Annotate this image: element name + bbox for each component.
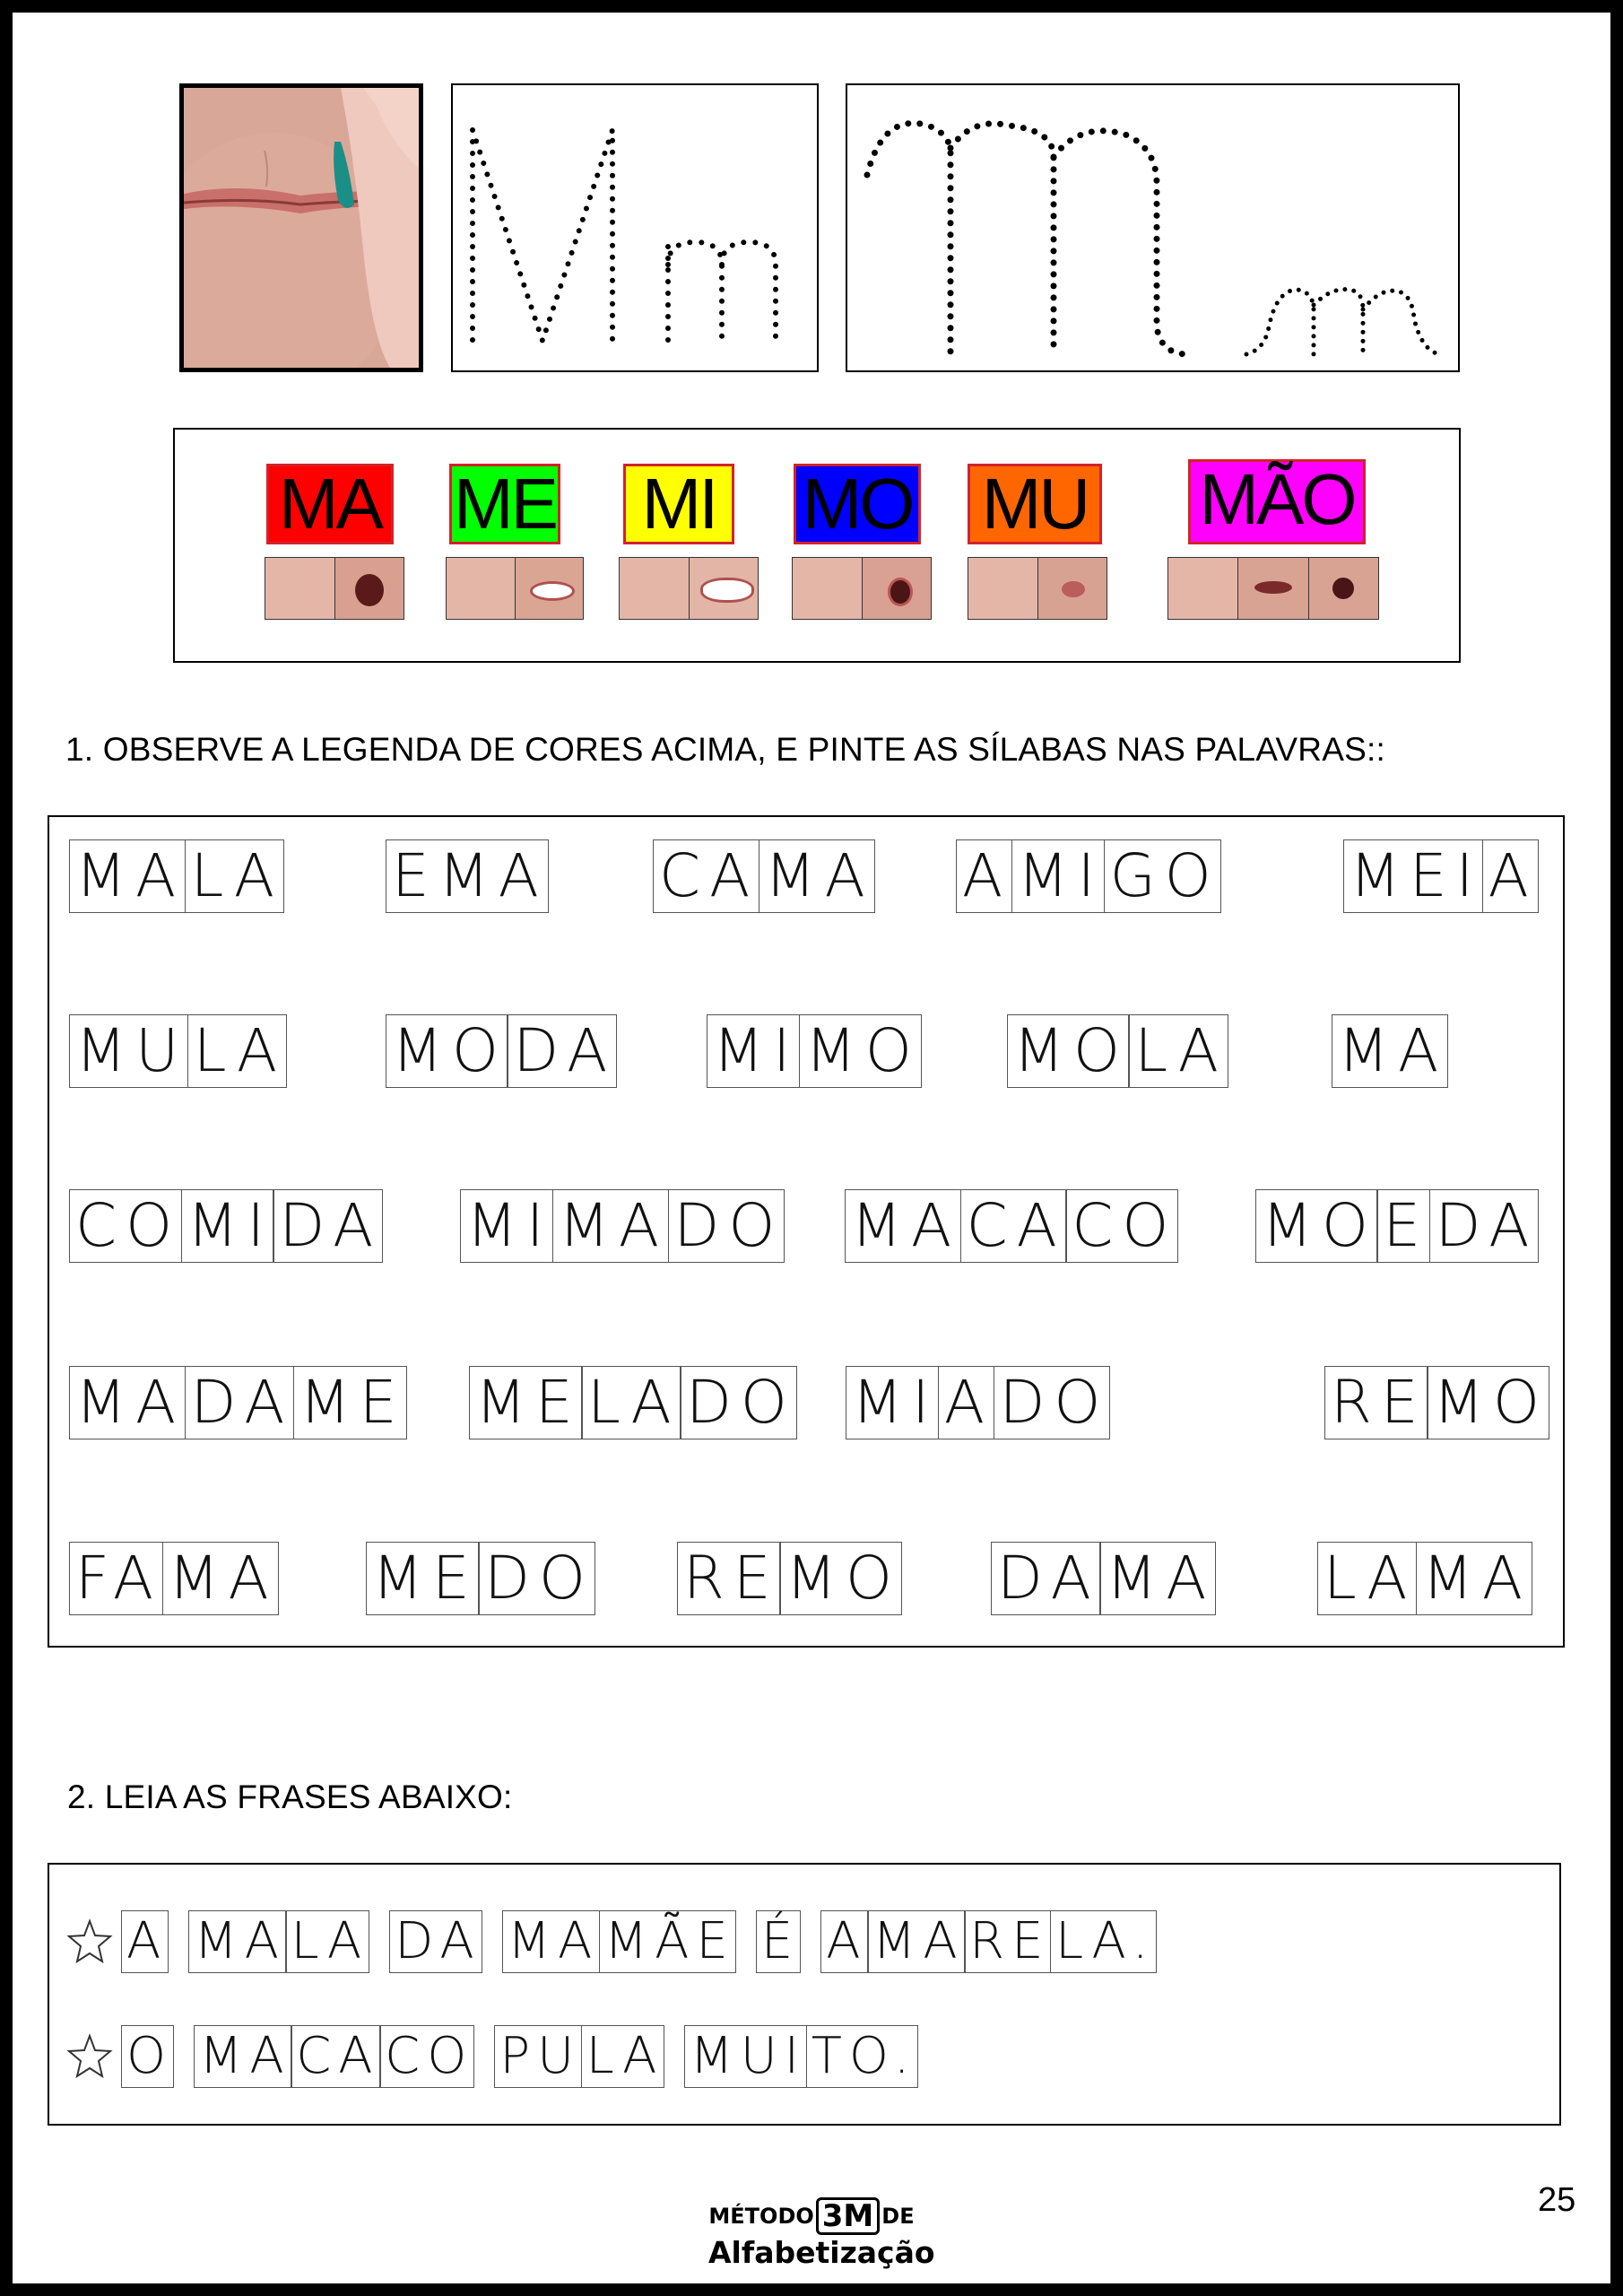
sentence-line bbox=[65, 1909, 1176, 1974]
syllable-box[interactable]: CA bbox=[291, 2025, 380, 2088]
dotted-letter-m-print bbox=[453, 85, 817, 370]
syllable-box[interactable]: DO bbox=[668, 1189, 785, 1263]
syllable-box[interactable]: DA bbox=[1429, 1189, 1540, 1263]
word-item bbox=[69, 1189, 383, 1263]
syllable-box[interactable]: MI bbox=[181, 1189, 274, 1263]
mouth-e-thumb bbox=[516, 558, 584, 619]
syllable-box[interactable]: DA bbox=[389, 1910, 482, 1973]
question-2-instruction: 2. LEIA AS FRASES ABAIXO: bbox=[67, 1779, 513, 1815]
syllable-box[interactable]: LA. bbox=[1050, 1910, 1157, 1973]
syllable-box[interactable]: MA bbox=[759, 839, 875, 913]
sentence-word bbox=[121, 2025, 174, 2088]
syllable-box[interactable]: MÃE bbox=[599, 1910, 736, 1973]
syllable-box[interactable]: PU bbox=[494, 2025, 582, 2088]
mouth-thumbnails-ma bbox=[265, 557, 404, 620]
closed-lips-thumb bbox=[265, 558, 335, 619]
sentence-word bbox=[389, 1910, 482, 1973]
mouth-thumbnails-mao bbox=[1167, 557, 1379, 620]
logo-3m: 3M bbox=[816, 2197, 881, 2235]
star-icon bbox=[65, 2032, 114, 2081]
syllable-box[interactable]: DA bbox=[991, 1542, 1101, 1615]
syllable-box[interactable]: MA bbox=[162, 1542, 279, 1615]
syllable-box[interactable]: A bbox=[938, 1366, 994, 1439]
syllable-box[interactable]: CA bbox=[960, 1189, 1067, 1263]
syllable-box[interactable]: MO bbox=[1255, 1189, 1378, 1263]
word-item bbox=[69, 1542, 279, 1615]
syllable-box[interactable]: MI bbox=[707, 1014, 800, 1088]
color-legend bbox=[173, 428, 1461, 663]
syllable-box[interactable]: LA bbox=[285, 1910, 369, 1973]
logo-text-alfabetizacao: Alfabetização bbox=[708, 2235, 935, 2270]
closed-lips-thumb bbox=[1168, 558, 1238, 619]
syllable-box[interactable]: EMA bbox=[386, 839, 549, 913]
syllable-box[interactable]: LA bbox=[185, 839, 284, 913]
mouth-illustration bbox=[184, 88, 419, 368]
syllable-mi: MI bbox=[623, 464, 734, 544]
word-grid bbox=[48, 815, 1565, 1648]
syllable-box[interactable]: LA bbox=[581, 2025, 665, 2088]
closed-lips-thumb bbox=[968, 558, 1038, 619]
sentence-word bbox=[121, 1910, 169, 1973]
syllable-box[interactable]: MA bbox=[1332, 1014, 1448, 1088]
word-item bbox=[846, 1366, 1110, 1439]
syllable-box[interactable]: RE bbox=[1324, 1366, 1428, 1439]
syllable-box[interactable]: DO bbox=[478, 1542, 595, 1615]
sentences-box bbox=[48, 1863, 1561, 2126]
word-item bbox=[653, 839, 875, 913]
syllable-box[interactable]: MO bbox=[386, 1014, 508, 1088]
syllable-box[interactable]: MU bbox=[69, 1014, 188, 1088]
mouth-o-thumb bbox=[863, 558, 932, 619]
word-item bbox=[1332, 1014, 1448, 1088]
syllable-box[interactable]: LA bbox=[1317, 1542, 1417, 1615]
syllable-box[interactable]: CO bbox=[1065, 1189, 1178, 1263]
syllable-box[interactable]: ME bbox=[366, 1542, 480, 1615]
syllable-box[interactable]: O bbox=[121, 2025, 174, 2088]
mouth-thumbnails-mu bbox=[968, 557, 1107, 620]
syllable-box[interactable]: ME bbox=[293, 1366, 407, 1439]
mouth-thumbnails-me bbox=[446, 557, 584, 620]
mouth-photo bbox=[179, 83, 423, 372]
syllable-box[interactable]: DO bbox=[680, 1366, 797, 1439]
word-item bbox=[1255, 1189, 1539, 1263]
syllable-box[interactable]: LA bbox=[1128, 1014, 1228, 1088]
syllable-box[interactable]: MEI bbox=[1343, 839, 1483, 913]
syllable-box[interactable]: MA bbox=[1099, 1542, 1216, 1615]
word-item bbox=[460, 1189, 785, 1263]
word-item bbox=[956, 839, 1221, 913]
syllable-box[interactable]: MA bbox=[188, 1910, 287, 1973]
mouth-u-thumb bbox=[1038, 558, 1107, 619]
syllable-box[interactable]: MI bbox=[846, 1366, 939, 1439]
syllable-box[interactable]: RE bbox=[964, 1910, 1051, 1973]
syllable-box[interactable]: MO bbox=[1427, 1366, 1549, 1439]
mouth-thumbnails-mi bbox=[619, 557, 759, 620]
syllable-box[interactable]: MA bbox=[69, 839, 186, 913]
syllable-box[interactable]: E bbox=[1376, 1189, 1430, 1263]
syllable-box[interactable]: A bbox=[121, 1910, 169, 1973]
word-item bbox=[1317, 1542, 1532, 1615]
syllable-box[interactable]: CA bbox=[653, 839, 759, 913]
syllable-box[interactable]: DA bbox=[185, 1366, 295, 1439]
mouth-thumbnails-mo bbox=[792, 557, 932, 620]
sentence-word bbox=[820, 1910, 1156, 1973]
syllable-box[interactable]: RE bbox=[677, 1542, 781, 1615]
word-item bbox=[845, 1189, 1178, 1263]
word-item bbox=[386, 839, 549, 913]
sentence-word bbox=[494, 2025, 664, 2088]
syllable-box[interactable]: MI bbox=[460, 1189, 553, 1263]
sentence-word bbox=[502, 1910, 736, 1973]
syllable-box[interactable]: MA bbox=[552, 1189, 669, 1263]
method-logo bbox=[708, 2197, 935, 2270]
syllable-box[interactable]: MA bbox=[69, 1366, 186, 1439]
word-item bbox=[69, 1014, 287, 1088]
syllable-box[interactable]: MA bbox=[1416, 1542, 1532, 1615]
sentence-word bbox=[756, 1910, 801, 1973]
logo-text-de: DE bbox=[881, 2204, 915, 2229]
syllable-box[interactable]: MA bbox=[845, 1189, 961, 1263]
syllable-box[interactable]: CO bbox=[379, 2025, 474, 2088]
syllable-box[interactable]: DO bbox=[994, 1366, 1111, 1439]
syllable-box[interactable]: TO. bbox=[806, 2025, 918, 2088]
mouth-o-thumb bbox=[1309, 558, 1378, 619]
sentence-word bbox=[194, 2025, 474, 2088]
syllable-box[interactable]: LA bbox=[187, 1014, 287, 1088]
mouth-a-thumb bbox=[1238, 558, 1308, 619]
syllable-box[interactable]: GO bbox=[1104, 839, 1221, 913]
word-item bbox=[386, 1014, 617, 1088]
syllable-box[interactable]: A bbox=[956, 839, 1012, 913]
closed-lips-thumb bbox=[447, 558, 516, 619]
syllable-box[interactable]: FA bbox=[69, 1542, 163, 1615]
syllable-ma: MA bbox=[266, 464, 394, 544]
syllable-box[interactable]: MO bbox=[779, 1542, 902, 1615]
word-item bbox=[1343, 839, 1539, 913]
word-item bbox=[366, 1542, 595, 1615]
syllable-box[interactable]: MA bbox=[867, 1910, 966, 1973]
sentence-word bbox=[684, 2025, 917, 2088]
syllable-box[interactable]: DA bbox=[507, 1014, 617, 1088]
logo-text-metodo: MÉTODO bbox=[708, 2204, 814, 2229]
word-item bbox=[69, 1366, 407, 1439]
word-item bbox=[469, 1366, 797, 1439]
cursive-letters-tracing bbox=[846, 83, 1460, 372]
sentence-line bbox=[65, 2024, 938, 2089]
dotted-letter-m-cursive bbox=[847, 85, 1458, 370]
syllable-mao: MÃO bbox=[1188, 459, 1366, 544]
syllable-box[interactable]: MI bbox=[1011, 839, 1105, 913]
word-item bbox=[1324, 1366, 1549, 1439]
word-item bbox=[991, 1542, 1216, 1615]
syllable-box[interactable]: MA bbox=[502, 1910, 601, 1973]
syllable-box[interactable]: A bbox=[820, 1910, 868, 1973]
syllable-box[interactable]: MA bbox=[194, 2025, 292, 2088]
word-item bbox=[69, 839, 284, 913]
syllable-box[interactable]: ME bbox=[469, 1366, 583, 1439]
syllable-box[interactable]: MO bbox=[1007, 1014, 1130, 1088]
word-item bbox=[707, 1014, 922, 1088]
syllable-box[interactable]: CO bbox=[69, 1189, 182, 1263]
syllable-box[interactable]: MO bbox=[799, 1014, 922, 1088]
page-number: 25 bbox=[1538, 2181, 1576, 2219]
print-letters-tracing bbox=[451, 83, 819, 372]
sentence-word bbox=[188, 1910, 369, 1973]
star-icon bbox=[65, 1918, 114, 1966]
syllable-box[interactable]: DA bbox=[273, 1189, 383, 1263]
syllable-me: ME bbox=[449, 464, 560, 544]
word-item bbox=[1007, 1014, 1228, 1088]
syllable-box[interactable]: LA bbox=[581, 1366, 681, 1439]
syllable-box[interactable]: A bbox=[1482, 839, 1539, 913]
mouth-i-thumb bbox=[690, 558, 759, 619]
open-mouth-a-thumb bbox=[335, 558, 404, 619]
question-1-instruction: 1. OBSERVE A LEGENDA DE CORES ACIMA, E PINTE AS SÍLABAS NAS PALAVRAS:: bbox=[65, 731, 1385, 768]
closed-lips-thumb bbox=[620, 558, 690, 619]
syllable-mo: MO bbox=[794, 464, 921, 544]
syllable-box[interactable]: MUI bbox=[684, 2025, 807, 2088]
word-item bbox=[677, 1542, 902, 1615]
syllable-mu: MU bbox=[968, 464, 1102, 544]
closed-lips-thumb bbox=[793, 558, 863, 619]
syllable-box[interactable]: É bbox=[756, 1910, 801, 1973]
